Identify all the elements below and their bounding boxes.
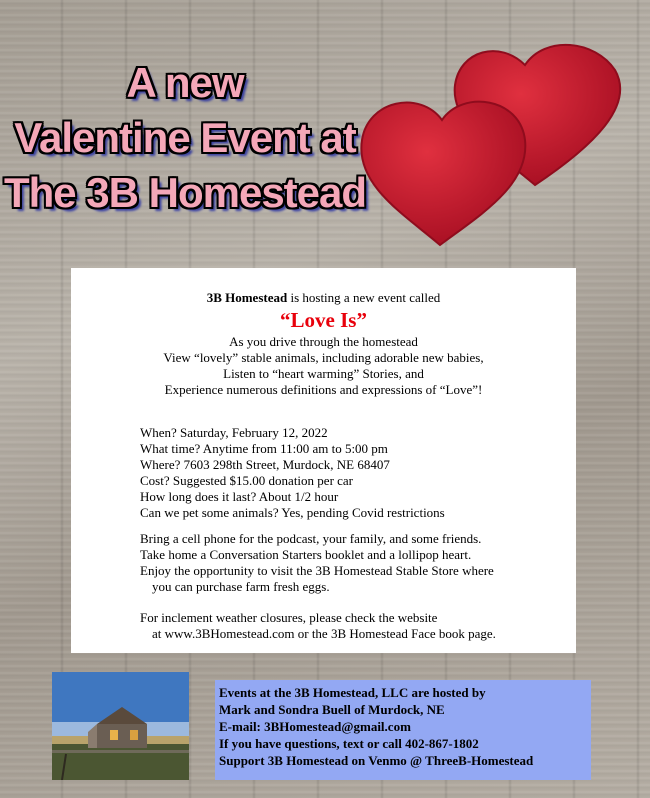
- host-line: [71, 290, 576, 306]
- info-phone-line: If you have questions, text or call 402-867-1802: [219, 736, 479, 751]
- felt-hearts-icon: [350, 35, 630, 255]
- event-name: “Love Is”: [280, 308, 367, 332]
- info-names-line: Mark and Sondra Buell of Murdock, NE: [219, 702, 445, 717]
- info-venmo-line: Support 3B Homestead on Venmo @ ThreeB-Homestead: [219, 753, 534, 768]
- event-details-panel: [71, 268, 576, 653]
- front-heart-icon: [361, 102, 525, 245]
- title-line-2: Valentine Event at: [14, 114, 356, 161]
- details-list: [140, 425, 445, 521]
- extras-section: [140, 531, 494, 595]
- intro-line: View “lovely” stable animals, including adorable new babies,: [163, 350, 484, 365]
- info-host-line: Events at the 3B Homestead, LLC are hosted by: [219, 685, 486, 700]
- detail-when: When? Saturday, February 12, 2022: [140, 425, 328, 440]
- host-line-rest: is hosting a new event called: [287, 290, 441, 305]
- detail-where: Where? 7603 298th Street, Murdock, NE 68407: [140, 457, 390, 472]
- host-name: 3B Homestead: [206, 290, 288, 305]
- intro-line: As you drive through the homestead: [229, 334, 418, 349]
- extras-line: Bring a cell phone for the podcast, your family, and some friends.: [140, 531, 482, 546]
- extras-line: you can purchase farm fresh eggs.: [152, 579, 330, 594]
- extras-line: Take home a Conversation Starters booklet and a lollipop heart.: [140, 547, 472, 562]
- extras-line: Enjoy the opportunity to visit the 3B Homestead Stable Store where: [140, 563, 494, 578]
- detail-time: What time? Anytime from 11:00 am to 5:00 pm: [140, 441, 388, 456]
- intro-section: [71, 290, 576, 398]
- detail-animals: Can we pet some animals? Yes, pending Covid restrictions: [140, 505, 445, 520]
- barn-photo: [52, 672, 189, 780]
- intro-line: Experience numerous definitions and expressions of “Love”!: [164, 382, 483, 397]
- weather-section: [140, 610, 496, 642]
- contact-info-box: [215, 680, 591, 780]
- detail-duration: How long does it last? About 1/2 hour: [140, 489, 339, 504]
- title-line-1: A new: [126, 59, 244, 106]
- event-title: [0, 55, 370, 220]
- title-line-3: The 3B Homestead: [3, 169, 367, 216]
- weather-link-line: at www.3BHomestead.com or the 3B Homestead Face book page.: [152, 626, 496, 641]
- detail-cost: Cost? Suggested $15.00 donation per car: [140, 473, 354, 488]
- weather-line: For inclement weather closures, please check the website: [140, 610, 438, 625]
- info-email-line: E-mail: 3BHomestead@gmail.com: [219, 719, 411, 734]
- intro-line: Listen to “heart warming” Stories, and: [223, 366, 424, 381]
